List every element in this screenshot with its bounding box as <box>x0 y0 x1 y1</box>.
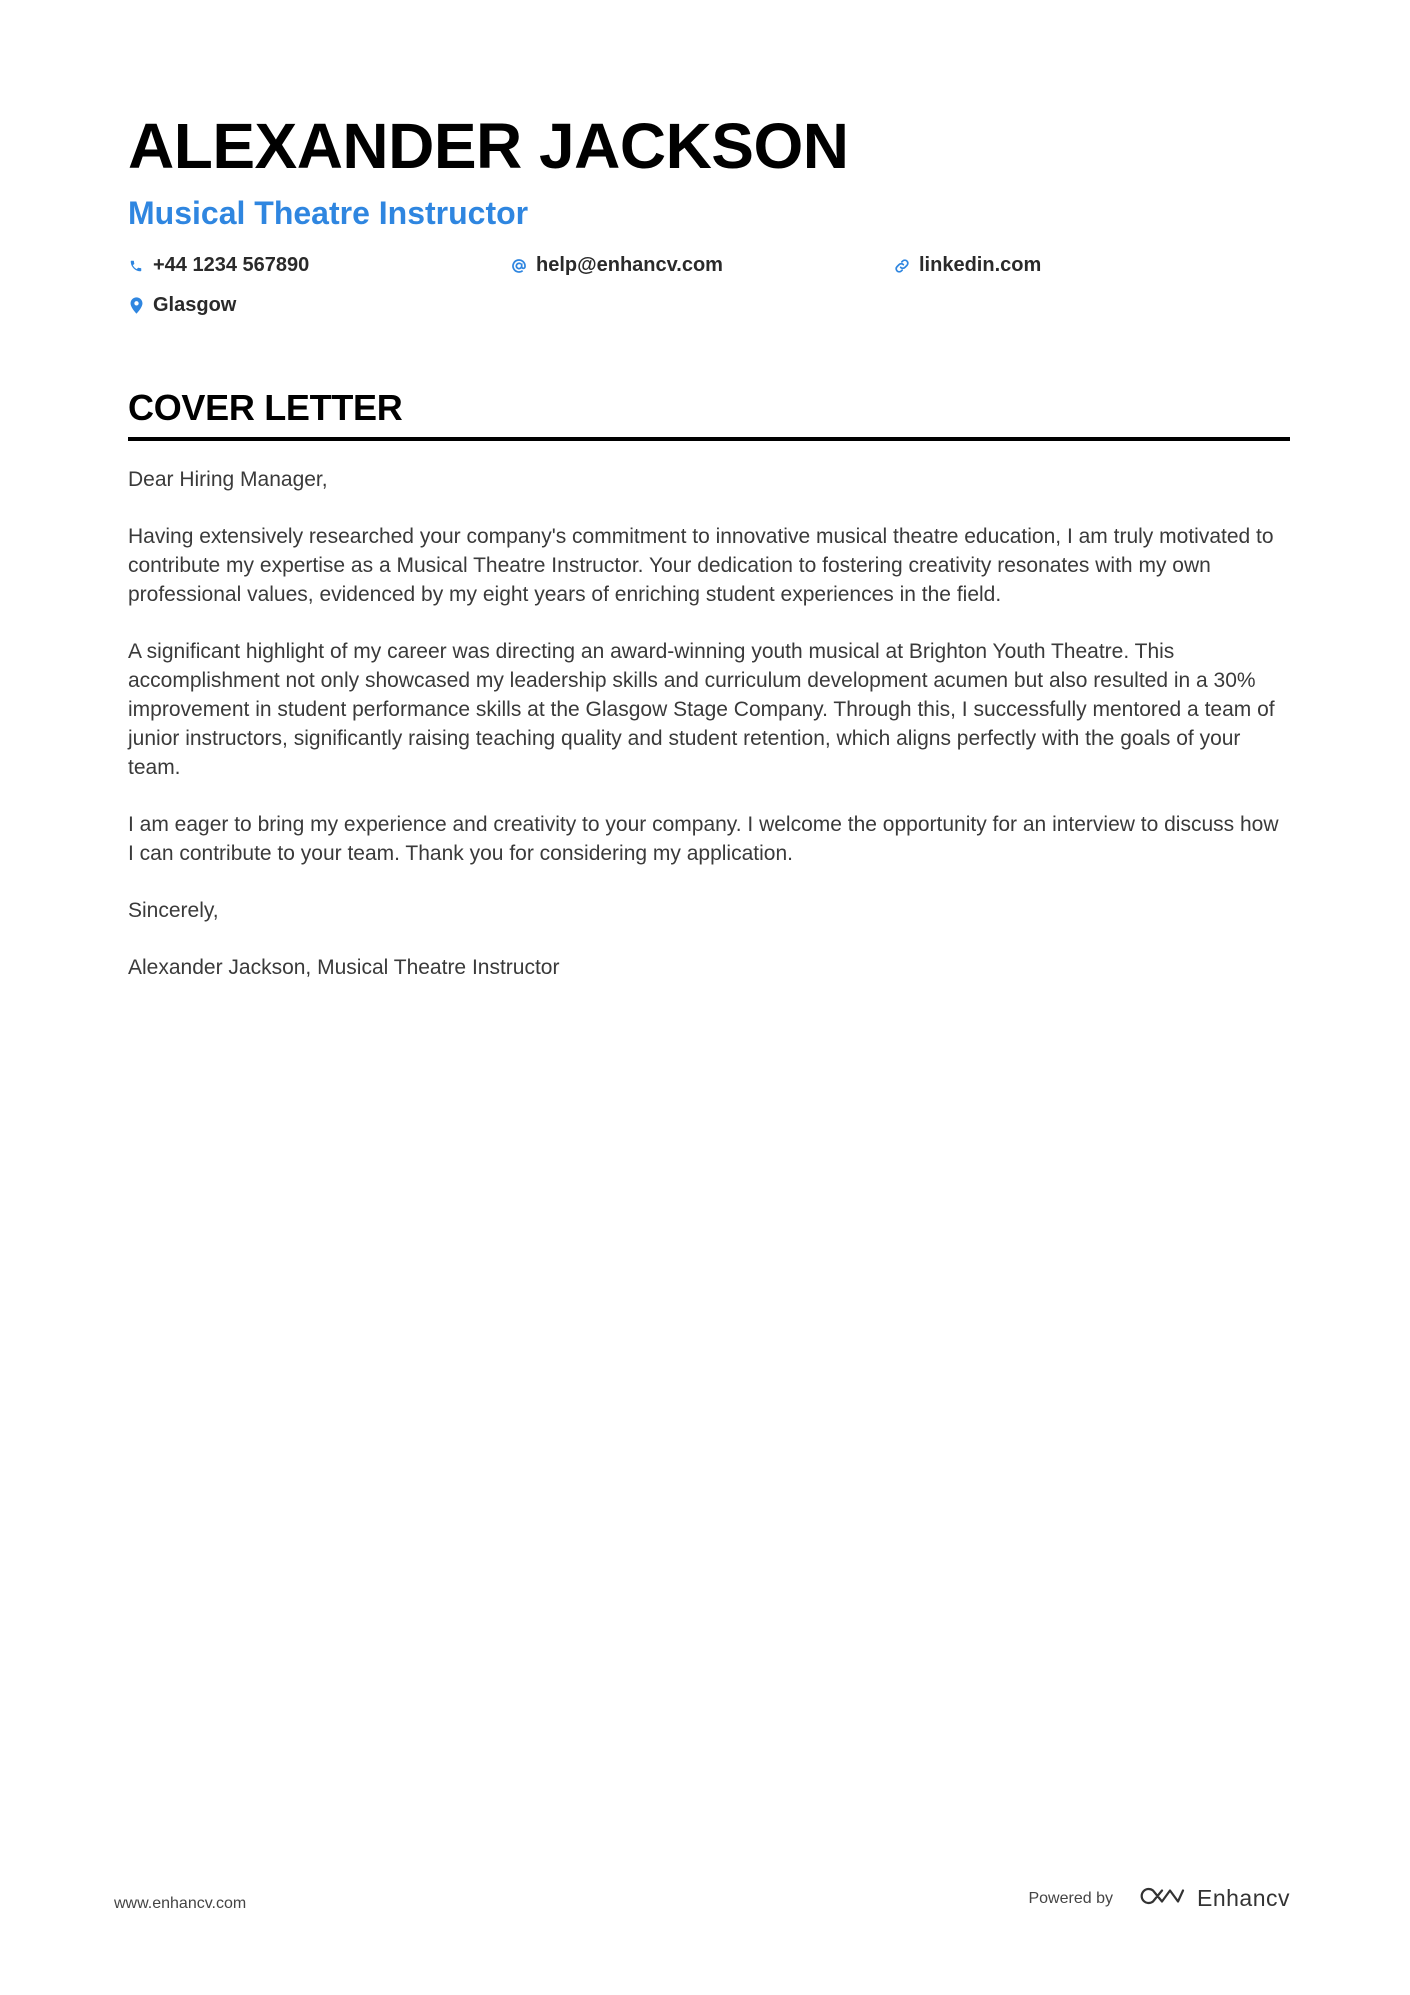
section-title-cover-letter: COVER LETTER <box>128 387 403 428</box>
letter-closing: Sincerely, <box>128 899 219 922</box>
contact-phone <box>128 252 511 279</box>
section-divider <box>128 437 1290 441</box>
letter-greeting: Dear Hiring Manager, <box>128 468 328 491</box>
footer-website[interactable]: www.enhancv.com <box>114 1895 247 1912</box>
contact-email <box>511 252 894 279</box>
contact-linkedin <box>894 252 1290 279</box>
phone-text: +44 1234 567890 <box>153 254 310 276</box>
enhancv-logo-icon <box>1139 1884 1187 1913</box>
candidate-name: ALEXANDER JACKSON <box>128 110 849 182</box>
brand-logo[interactable] <box>1139 1884 1290 1913</box>
phone-icon <box>128 257 144 275</box>
cover-letter-page <box>128 108 1290 1010</box>
link-icon <box>894 257 910 275</box>
letter-paragraph: I am eager to bring my experience and creativity to your company. I welcome the opportunity for an interview to discuss how I can contribute to your team. Thank you for considering my application. <box>128 813 1279 865</box>
candidate-role: Musical Theatre Instructor <box>128 195 529 231</box>
location-pin-icon <box>128 297 144 315</box>
letter-signature: Alexander Jackson, Musical Theatre Instructor <box>128 956 560 979</box>
powered-by-label: Powered by <box>1028 1889 1113 1907</box>
letter-body <box>128 465 1290 982</box>
location-text: Glasgow <box>153 294 237 316</box>
at-icon <box>511 257 527 275</box>
contact-location <box>128 292 511 319</box>
email-text[interactable]: help@enhancv.com <box>536 254 723 276</box>
letter-paragraph: Having extensively researched your company's commitment to innovative musical theatre education, I am truly motivated to contribute my expertise as a Musical Theatre Instructor. Your dedication to fostering creativity resonates with my own professional values, evidenced by my eight years of enriching student experiences in the field. <box>128 525 1274 606</box>
footer-branding <box>1028 1884 1290 1913</box>
linkedin-text[interactable]: linkedin.com <box>919 254 1042 276</box>
letter-paragraph: A significant highlight of my career was directing an award-winning youth musical at Brighton Youth Theatre. This accomplishment not only showcased my leadership skills and curriculum development acumen but also resulted in a 30% improvement in student performance skills at the Glasgow Stage Company. Through this, I successfully mentored a team of junior instructors, significantly raising teaching quality and student retention, which aligns perfectly with the goals of your team. <box>128 640 1275 779</box>
brand-name: Enhancv <box>1196 1885 1290 1911</box>
contact-list <box>128 252 1290 319</box>
